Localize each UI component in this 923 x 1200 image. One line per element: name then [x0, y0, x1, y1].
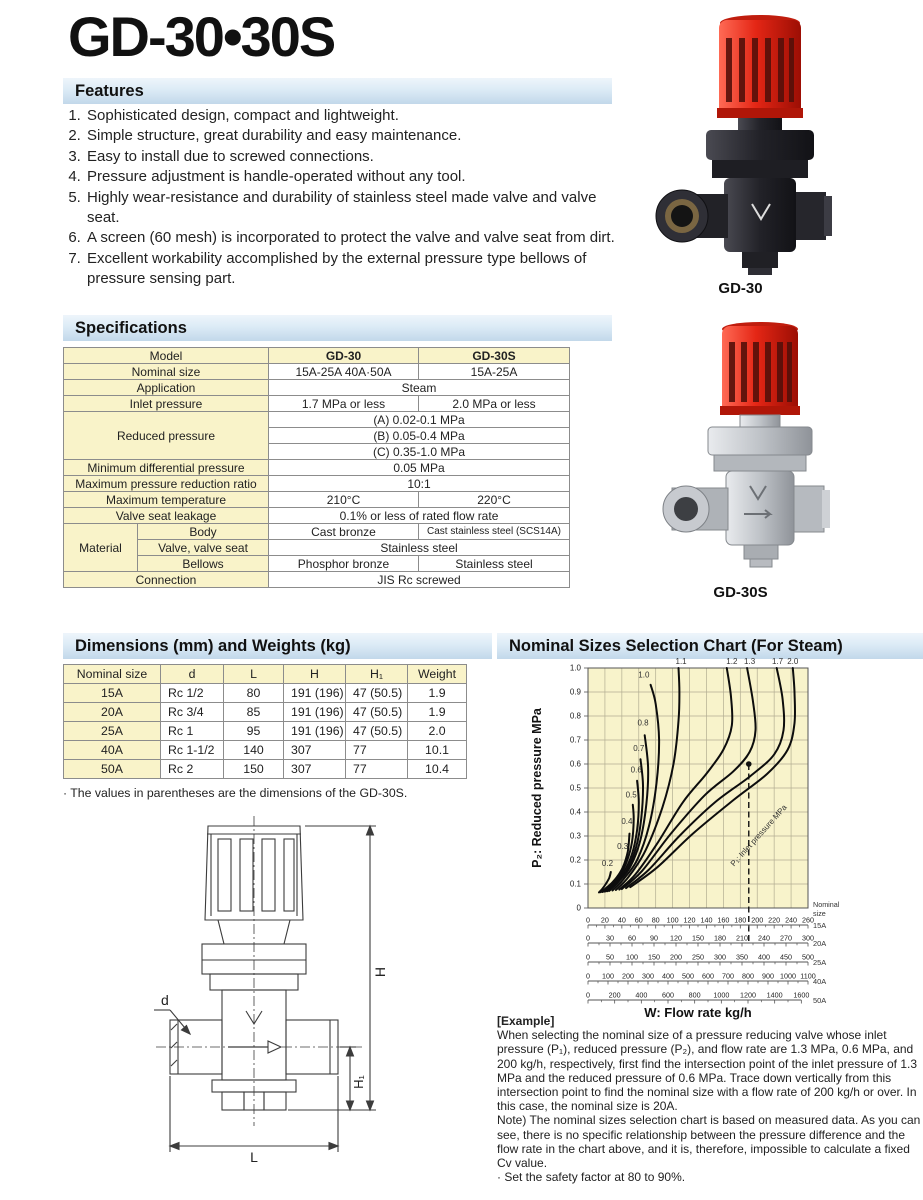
selection-chart-svg	[497, 655, 923, 1021]
chart-curve-top-label: 1.2	[726, 657, 738, 666]
chart-y-tick-label: 1.0	[569, 663, 581, 673]
spec-row	[64, 524, 570, 540]
chart-y-tick-label: 0.1	[569, 879, 581, 889]
example-heading: [Example]	[497, 1014, 555, 1028]
spec-value-cell: Steam	[269, 380, 570, 396]
chart-curve-label: 0.7	[633, 743, 645, 753]
spec-value-cell: 15A-25A	[419, 364, 570, 380]
dimension-drawing	[104, 808, 414, 1200]
chart-curve-label: 0.6	[630, 765, 642, 775]
chart-scale-name-label: 50A	[813, 996, 827, 1005]
feature-item: 3. Easy to install due to screwed connections.	[85, 147, 617, 167]
dim-header-cell: H₁	[346, 665, 408, 684]
chart-scale-tick-label: 270	[780, 933, 792, 943]
chart-scale-tick-label: 240	[758, 933, 770, 943]
spec-row	[64, 540, 570, 556]
chart-scale-tick-label: 300	[642, 971, 654, 981]
spec-value-cell: (A) 0.02-0.1 MPa	[269, 412, 570, 428]
drawing-d-leader-arrow	[182, 1026, 191, 1035]
example-note: Note) The nominal sizes selection chart is based on measured data. As you can see, there is no specific relationship between the pressure difference and the flow rate in the chart above, and it is, therefore, impossible to calculate a fixed Cv value.	[497, 1113, 921, 1171]
spec-table	[63, 347, 570, 588]
chart-scale-tick-label: 1400	[766, 990, 783, 1000]
gd30s-handle-rim	[720, 406, 800, 415]
chart-curve-top-label: 1.3	[744, 657, 756, 666]
dim-value-cell: Rc 3/4	[161, 703, 224, 722]
chart-scale-name-label: 15A	[813, 921, 827, 930]
chart-scale-tick-label: 100	[626, 952, 638, 962]
spec-value-cell: 0.1% or less of rated flow rate	[269, 508, 570, 524]
gd30-body	[724, 178, 796, 252]
dim-row	[64, 760, 467, 779]
chart-curve-top-label: 1.1	[675, 657, 687, 666]
gd30s-bottom-plug	[750, 559, 772, 567]
specifications-section-header: Specifications	[63, 315, 612, 341]
spec-label-cell: Valve seat leakage	[64, 508, 269, 524]
spec-row	[64, 380, 570, 396]
chart-scale-tick-label: 0	[586, 915, 590, 925]
chart-curve-label: 1.0	[638, 670, 650, 680]
gd30s-flange-lower	[714, 455, 806, 471]
chart-scale-tick-label: 240	[785, 915, 798, 925]
chart-y-tick-label: 0.6	[569, 759, 581, 769]
chart-scale-tick-label: 160	[717, 915, 730, 925]
chart-curve-label: 0.3	[617, 842, 629, 852]
chart-scale-tick-label: 100	[602, 971, 614, 981]
chart-scale-tick-label: 200	[670, 952, 682, 962]
dim-value-cell: 307	[284, 741, 346, 760]
dim-value-cell: Rc 1/2	[161, 684, 224, 703]
gd30-flange-lower	[712, 160, 808, 178]
spec-label-cell: Maximum temperature	[64, 492, 269, 508]
gd30-bottom-cap	[742, 252, 778, 268]
chart-scale-tick-label: 140	[700, 915, 713, 925]
drawing-h-label: H	[372, 966, 388, 978]
chart-scale-tick-label: 120	[683, 915, 696, 925]
spec-value-cell: (C) 0.35-1.0 MPa	[269, 444, 570, 460]
chart-scale-tick-label: 0	[586, 990, 590, 1000]
chart-scale-tick-label: 1000	[780, 971, 796, 981]
chart-y-tick-label: 0.4	[569, 807, 581, 817]
dim-header-cell: H	[284, 665, 346, 684]
spec-value-cell: 2.0 MPa or less	[419, 396, 570, 412]
spec-label-cell: Maximum pressure reduction ratio	[64, 476, 269, 492]
chart-scale-tick-label: 500	[802, 952, 814, 962]
dim-value-cell: 140	[224, 741, 284, 760]
dim-size-cell: 40A	[64, 741, 161, 760]
dim-value-cell: 77	[346, 760, 408, 779]
spec-label-cell: Nominal size	[64, 364, 269, 380]
chart-scale-tick-label: 260	[802, 915, 814, 925]
dim-value-cell: 47 (50.5)	[346, 703, 408, 722]
chart-y-tick-label: 0.3	[569, 831, 581, 841]
chart-nominal-size-caption: Nominal	[813, 900, 840, 909]
gd30-neck	[738, 118, 782, 132]
dim-value-cell: 85	[224, 703, 284, 722]
dimensions-table	[63, 664, 467, 779]
chart-scale-tick-label: 20	[600, 915, 609, 925]
dim-value-cell: 2.0	[408, 722, 467, 741]
chart-curve-label: 0.5	[625, 790, 637, 800]
chart-y-tick-label: 0.8	[569, 711, 581, 721]
chart-curve-top-label: 1.7	[771, 657, 784, 666]
chart-inlet-pressure-label: P₁: Inlet pressure MPa	[728, 802, 789, 869]
spec-value-cell: JIS Rc screwed	[269, 572, 570, 588]
gd30-caption: GD-30	[718, 280, 763, 297]
spec-label-cell: Valve, valve seat	[138, 540, 269, 556]
spec-row	[64, 412, 570, 428]
dim-value-cell: 150	[224, 760, 284, 779]
gd30s-neck	[740, 415, 780, 427]
chart-scale-tick-label: 300	[714, 952, 726, 962]
dim-size-cell: 25A	[64, 722, 161, 741]
chart-example-point	[746, 761, 752, 767]
gd30-right-port	[796, 192, 826, 240]
spec-value-cell: 15A-25A 40A·50A	[269, 364, 419, 380]
spec-value-cell: 0.05 MPa	[269, 460, 570, 476]
feature-item: 4. Pressure adjustment is handle-operated without any tool.	[85, 167, 617, 187]
dim-value-cell: Rc 1	[161, 722, 224, 741]
spec-label-cell: Body	[138, 524, 269, 540]
dimensions-note: · The values in parentheses are the dimensions of the GD-30S.	[63, 786, 408, 800]
chart-scale-tick-label: 300	[802, 933, 814, 943]
spec-row	[64, 460, 570, 476]
chart-y-tick-label: 0.5	[569, 783, 581, 793]
dimensions-section-header: Dimensions (mm) and Weights (kg)	[63, 633, 492, 659]
gd30-bottom-plug	[748, 268, 772, 275]
chart-y-axis-title: P₂: Reduced pressure MPa	[530, 708, 544, 868]
dim-value-cell: 1.9	[408, 684, 467, 703]
dim-header-cell: L	[224, 665, 284, 684]
spec-label-cell: GD-30S	[419, 348, 570, 364]
chart-scale-tick-label: 800	[742, 971, 754, 981]
dim-value-cell: 10.1	[408, 741, 467, 760]
chart-scale-tick-label: 60	[634, 915, 643, 925]
spec-value-cell: Cast stainless steel (SCS14A)	[419, 524, 570, 540]
spec-label-cell: Application	[64, 380, 269, 396]
dim-header-row	[64, 665, 467, 684]
dim-row	[64, 741, 467, 760]
spec-row	[64, 572, 570, 588]
spec-value-cell: 220°C	[419, 492, 570, 508]
chart-scale-tick-label: 50	[606, 952, 614, 962]
chart-y-tick-label: 0.2	[569, 855, 581, 865]
dim-row	[64, 722, 467, 741]
page-title: GD-30•30S	[68, 5, 335, 68]
spec-row	[64, 508, 570, 524]
chart-scale-tick-label: 1200	[740, 990, 756, 1000]
chart-scale-tick-label: 220	[768, 915, 781, 925]
chart-y-tick-label: 0.7	[569, 735, 581, 745]
chart-scale-tick-label: 400	[758, 952, 770, 962]
dim-row	[64, 703, 467, 722]
dim-row	[64, 684, 467, 703]
dim-value-cell: 1.9	[408, 703, 467, 722]
gd30-right-port-face	[824, 196, 832, 236]
chart-scale-tick-label: 180	[734, 915, 747, 925]
chart-scale-tick-label: 180	[714, 933, 726, 943]
chart-scale-tick-label: 200	[751, 915, 764, 925]
spec-row	[64, 492, 570, 508]
features-section-header: Features	[63, 78, 612, 104]
chart-nominal-size-caption: size	[813, 909, 826, 918]
dim-header-cell: d	[161, 665, 224, 684]
gd30s-caption: GD-30S	[713, 584, 768, 601]
example-block	[497, 1014, 923, 1184]
dim-value-cell: 80	[224, 684, 284, 703]
dim-value-cell: 191 (196)	[284, 722, 346, 741]
gd30s-flange	[708, 427, 812, 455]
spec-label-cell: Material	[64, 524, 138, 572]
gd30-handle-rim	[717, 108, 803, 118]
spec-label-cell: Model	[64, 348, 269, 364]
feature-item: 6. A screen (60 mesh) is incorporated to protect the valve and valve seat from dirt.	[85, 228, 617, 248]
spec-row	[64, 556, 570, 572]
dim-header-cell: Weight	[408, 665, 467, 684]
spec-label-cell: Connection	[64, 572, 269, 588]
gd30s-product-photo	[648, 318, 833, 578]
spec-value-cell: 1.7 MPa or less	[269, 396, 419, 412]
chart-scale-tick-label: 150	[648, 952, 660, 962]
dim-value-cell: Rc 1-1/2	[161, 741, 224, 760]
gd30s-right-port-face	[822, 490, 830, 528]
chart-scale-tick-label: 900	[762, 971, 774, 981]
spec-row	[64, 348, 570, 364]
chart-scale-tick-label: 150	[692, 933, 704, 943]
chart-scale-tick-label: 600	[662, 990, 674, 1000]
gd30s-bottom-cap	[744, 545, 778, 559]
chart-scale-tick-label: 800	[688, 990, 701, 1000]
gd30s-body	[726, 471, 794, 545]
spec-value-cell: Stainless steel	[269, 540, 570, 556]
chart-scale-tick-label: 200	[608, 990, 621, 1000]
chart-scale-tick-label: 350	[736, 952, 748, 962]
gd30-product-photo	[648, 8, 833, 276]
dim-tbody	[64, 665, 467, 779]
gd30s-port-bore	[674, 497, 698, 521]
chart-scale-tick-label: 450	[780, 952, 792, 962]
gd30-port-bore	[671, 205, 693, 227]
chart-scale-tick-label: 40	[617, 915, 626, 925]
spec-label-cell: Bellows	[138, 556, 269, 572]
chart-scale-tick-label: 0	[586, 952, 590, 962]
chart-scale-tick-label: 400	[662, 971, 674, 981]
chart-scale-tick-label: 80	[651, 915, 660, 925]
dim-value-cell: Rc 2	[161, 760, 224, 779]
chart-scale-tick-label: 30	[606, 933, 614, 943]
chart-curve-label: 0.8	[637, 718, 649, 728]
chart-scale-tick-label: 400	[635, 990, 648, 1000]
features-list	[63, 106, 617, 290]
dim-value-cell: 10.4	[408, 760, 467, 779]
gd30s-right-port	[794, 486, 824, 532]
chart-scale-tick-label: 90	[650, 933, 658, 943]
feature-item: 7. Excellent workability accomplished by the external pressure type bellows of pressure sensing part.	[85, 249, 617, 290]
spec-row	[64, 364, 570, 380]
chart-scale-tick-label: 700	[722, 971, 734, 981]
spec-label-cell: Minimum differential pressure	[64, 460, 269, 476]
chart-scale-tick-label: 120	[670, 933, 682, 943]
chart-curve-top-label: 2.0	[787, 657, 799, 666]
gd30-flange	[706, 130, 814, 160]
dim-size-cell: 15A	[64, 684, 161, 703]
chart-scale-tick-label: 600	[702, 971, 714, 981]
dim-value-cell: 95	[224, 722, 284, 741]
feature-item: 5. Highly wear-resistance and durability of stainless steel made valve and valve seat.	[85, 188, 617, 229]
chart-scale-tick-label: 0	[586, 971, 590, 981]
spec-label-cell: GD-30	[269, 348, 419, 364]
chart-scale-tick-label: 1000	[713, 990, 730, 1000]
dim-value-cell: 191 (196)	[284, 703, 346, 722]
feature-item: 1. Sophisticated design, compact and lightweight.	[85, 106, 617, 126]
dim-value-cell: 77	[346, 741, 408, 760]
chart-curve-label: 0.4	[621, 817, 633, 826]
spec-label-cell: Inlet pressure	[64, 396, 269, 412]
drawing-l-label: L	[250, 1149, 258, 1165]
chart-x-axis-title: W: Flow rate kg/h	[644, 1005, 752, 1020]
dim-value-cell: 191 (196)	[284, 684, 346, 703]
dim-value-cell: 47 (50.5)	[346, 722, 408, 741]
chart-scale-tick-label: 210	[736, 933, 748, 943]
chart-scale-name-label: 20A	[813, 939, 827, 948]
chart-y-tick-label: 0.9	[569, 687, 581, 697]
spec-value-cell: Cast bronze	[269, 524, 419, 540]
chart-scale-name-label: 40A	[813, 977, 827, 986]
chart-scale-tick-label: 0	[586, 933, 590, 943]
chart-scale-tick-label: 500	[682, 971, 694, 981]
dim-value-cell: 47 (50.5)	[346, 684, 408, 703]
example-bullet: · Set the safety factor at 80 to 90%.	[497, 1170, 686, 1185]
spec-value-cell: 10:1	[269, 476, 570, 492]
drawing-flow-arrow	[268, 1041, 281, 1053]
chart-scale-tick-label: 1100	[800, 971, 816, 981]
spec-value-cell: 210°C	[269, 492, 419, 508]
chart-scale-tick-label: 1600	[793, 990, 810, 1000]
dim-value-cell: 307	[284, 760, 346, 779]
dim-header-cell: Nominal size	[64, 665, 161, 684]
spec-label-cell: Reduced pressure	[64, 412, 269, 460]
chart-scale-tick-label: 200	[622, 971, 634, 981]
example-body: When selecting the nominal size of a pressure reducing valve whose inlet pressure (P₁), reduced pressure (P₂), and flow rate are 1.3 MPa, 0.6 MPa, and 200 kg/h, respectively, first find the intersection point of the inlet pressure of 1.3 MPa and the reduced pressure of 0.6 MPa. Trace down vertically from this intersection point to find the nominal size with a flow rate of 200 kg/h or over. In this case, the nominal size is 20A.	[497, 1028, 918, 1114]
spec-value-cell: (B) 0.05-0.4 MPa	[269, 428, 570, 444]
chart-scale-tick-label: 60	[628, 933, 636, 943]
chart-y-tick-label: 0	[576, 903, 581, 913]
spec-value-cell: Phosphor bronze	[269, 556, 419, 572]
chart-scale-tick-label: 250	[692, 952, 704, 962]
spec-tbody	[64, 348, 570, 588]
drawing-h1-label: H₁	[351, 1075, 366, 1089]
chart-section-header: Nominal Sizes Selection Chart (For Steam)	[497, 633, 923, 659]
spec-row	[64, 396, 570, 412]
spec-row	[64, 476, 570, 492]
chart-curve-label: 0.2	[601, 859, 614, 868]
spec-value-cell: Stainless steel	[419, 556, 570, 572]
drawing-d-label: d	[161, 992, 169, 1008]
chart-scale-name-label: 25A	[813, 958, 827, 967]
dim-size-cell: 20A	[64, 703, 161, 722]
dim-size-cell: 50A	[64, 760, 161, 779]
chart-scale-tick-label: 100	[666, 915, 679, 925]
feature-item: 2. Simple structure, great durability and easy maintenance.	[85, 126, 617, 146]
